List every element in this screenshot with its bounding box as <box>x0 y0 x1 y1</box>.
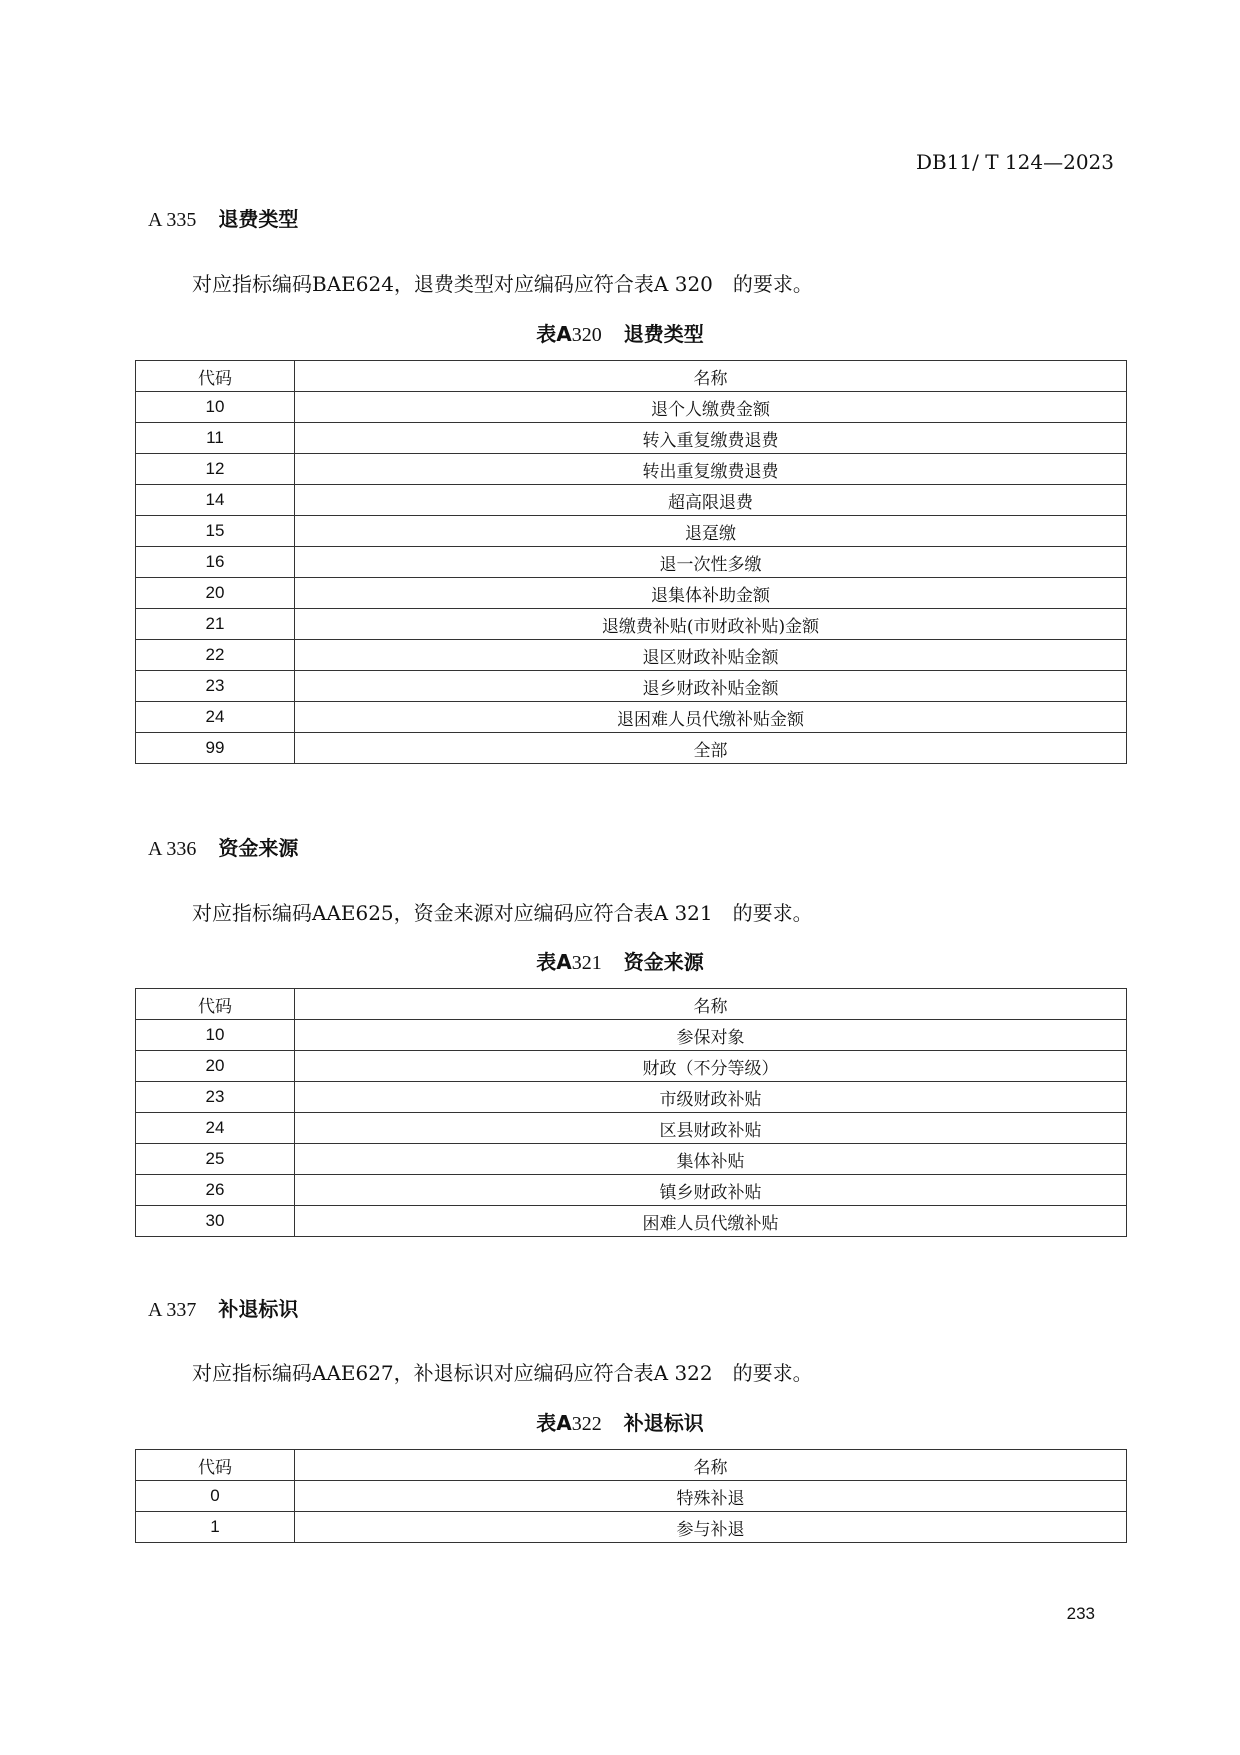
name-cell: 退区财政补贴金额 <box>295 640 1127 671</box>
section-paragraph-a336: 对应指标编码AAE625，资金来源对应编码应符合表A 321 的要求。 <box>192 901 813 925</box>
table-row <box>136 1175 1127 1206</box>
section-title: 退费类型 <box>218 207 299 231</box>
table-caption-a320 <box>0 318 1240 347</box>
code-cell: 24 <box>136 702 295 733</box>
table-caption-a322 <box>0 1407 1240 1436</box>
code-cell: 22 <box>136 640 295 671</box>
code-cell: 1 <box>136 1512 295 1543</box>
table-row <box>136 1481 1127 1512</box>
caption-prefix: 表A <box>536 1411 572 1435</box>
name-cell: 参保对象 <box>295 1020 1127 1051</box>
code-cell: 21 <box>136 609 295 640</box>
page-number: 233 <box>1066 1604 1095 1623</box>
table-row <box>136 733 1127 764</box>
table-row <box>136 423 1127 454</box>
caption-title: 资金来源 <box>623 950 704 974</box>
table-row <box>136 1113 1127 1144</box>
table-row <box>136 702 1127 733</box>
section-heading-a336 <box>148 832 298 861</box>
section-paragraph-a335: 对应指标编码BAE624，退费类型对应编码应符合表A 320 的要求。 <box>192 272 813 296</box>
code-cell: 20 <box>136 578 295 609</box>
code-cell: 10 <box>136 392 295 423</box>
column-header-name: 名称 <box>295 361 1127 392</box>
code-cell: 99 <box>136 733 295 764</box>
code-cell: 30 <box>136 1206 295 1237</box>
table-header-row <box>136 989 1127 1020</box>
table-header-row <box>136 1450 1127 1481</box>
code-cell: 25 <box>136 1144 295 1175</box>
table-row <box>136 516 1127 547</box>
code-cell: 20 <box>136 1051 295 1082</box>
code-cell: 24 <box>136 1113 295 1144</box>
code-cell: 0 <box>136 1481 295 1512</box>
column-header-name: 名称 <box>295 1450 1127 1481</box>
table-row <box>136 454 1127 485</box>
table-row <box>136 671 1127 702</box>
name-cell: 转入重复缴费退费 <box>295 423 1127 454</box>
code-cell: 26 <box>136 1175 295 1206</box>
name-cell: 退困难人员代缴补贴金额 <box>295 702 1127 733</box>
section-heading-a337 <box>148 1293 298 1322</box>
caption-number: 322 <box>571 1413 602 1435</box>
table-row <box>136 640 1127 671</box>
table-caption-a321 <box>0 946 1240 975</box>
name-cell: 退集体补助金额 <box>295 578 1127 609</box>
caption-title: 补退标识 <box>623 1411 704 1435</box>
table-row <box>136 1206 1127 1237</box>
name-cell: 退个人缴费金额 <box>295 392 1127 423</box>
table-row <box>136 609 1127 640</box>
column-header-code: 代码 <box>136 361 295 392</box>
code-cell: 16 <box>136 547 295 578</box>
name-cell: 市级财政补贴 <box>295 1082 1127 1113</box>
table-row <box>136 547 1127 578</box>
table-row <box>136 1144 1127 1175</box>
table-a320 <box>135 360 1127 764</box>
table-row <box>136 1051 1127 1082</box>
name-cell: 退缴费补贴(市财政补贴)金额 <box>295 609 1127 640</box>
section-title: 补退标识 <box>218 1297 299 1321</box>
column-header-code: 代码 <box>136 1450 295 1481</box>
table-row <box>136 578 1127 609</box>
code-cell: 12 <box>136 454 295 485</box>
section-number: A 335 <box>148 209 197 231</box>
caption-title: 退费类型 <box>623 322 704 346</box>
caption-prefix: 表A <box>536 322 572 346</box>
name-cell: 财政（不分等级） <box>295 1051 1127 1082</box>
table-row <box>136 1082 1127 1113</box>
name-cell: 镇乡财政补贴 <box>295 1175 1127 1206</box>
code-cell: 23 <box>136 671 295 702</box>
name-cell: 区县财政补贴 <box>295 1113 1127 1144</box>
name-cell: 退乡财政补贴金额 <box>295 671 1127 702</box>
section-heading-a335 <box>148 203 298 232</box>
table-row <box>136 1512 1127 1543</box>
name-cell: 参与补退 <box>295 1512 1127 1543</box>
name-cell: 集体补贴 <box>295 1144 1127 1175</box>
caption-number: 320 <box>571 324 602 346</box>
code-cell: 15 <box>136 516 295 547</box>
table-row <box>136 392 1127 423</box>
name-cell: 退一次性多缴 <box>295 547 1127 578</box>
caption-number: 321 <box>571 952 602 974</box>
section-number: A 337 <box>148 1299 197 1321</box>
code-cell: 11 <box>136 423 295 454</box>
table-a321 <box>135 988 1127 1237</box>
name-cell: 退趸缴 <box>295 516 1127 547</box>
table-a322 <box>135 1449 1127 1543</box>
name-cell: 特殊补退 <box>295 1481 1127 1512</box>
code-cell: 14 <box>136 485 295 516</box>
table-row <box>136 1020 1127 1051</box>
table-row <box>136 485 1127 516</box>
section-number: A 336 <box>148 838 197 860</box>
name-cell: 超高限退费 <box>295 485 1127 516</box>
document-id: DB11/ T 124—2023 <box>915 150 1114 174</box>
name-cell: 全部 <box>295 733 1127 764</box>
code-cell: 23 <box>136 1082 295 1113</box>
section-title: 资金来源 <box>218 836 299 860</box>
column-header-name: 名称 <box>295 989 1127 1020</box>
section-paragraph-a337: 对应指标编码AAE627，补退标识对应编码应符合表A 322 的要求。 <box>192 1361 813 1385</box>
name-cell: 转出重复缴费退费 <box>295 454 1127 485</box>
column-header-code: 代码 <box>136 989 295 1020</box>
caption-prefix: 表A <box>536 950 572 974</box>
code-cell: 10 <box>136 1020 295 1051</box>
name-cell: 困难人员代缴补贴 <box>295 1206 1127 1237</box>
table-header-row <box>136 361 1127 392</box>
